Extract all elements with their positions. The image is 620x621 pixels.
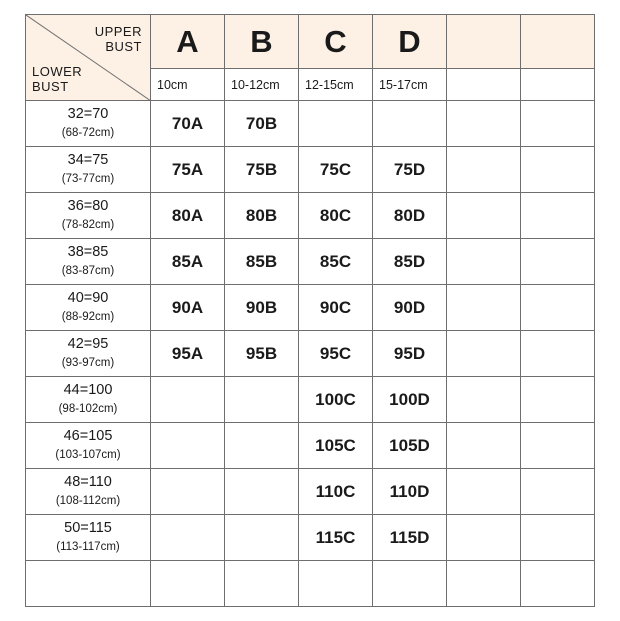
size-cell xyxy=(521,101,595,147)
size-row xyxy=(26,423,595,469)
size-cell xyxy=(447,515,521,561)
band-size-label: 42=95 xyxy=(67,335,109,352)
band-size-label: 34=75 xyxy=(67,151,109,168)
cup-range-empty xyxy=(447,69,521,101)
cup-header-a: A xyxy=(151,15,225,69)
cup-range-b: 10-12cm xyxy=(225,69,299,101)
size-cell xyxy=(225,561,299,607)
size-cell: 90B xyxy=(225,285,299,331)
size-row xyxy=(26,377,595,423)
lower-bust-label xyxy=(32,64,82,94)
band-size-cell xyxy=(26,147,151,193)
size-cell xyxy=(447,469,521,515)
size-cell xyxy=(521,285,595,331)
band-size-range: (83-87cm) xyxy=(61,264,115,277)
cup-header-b: B xyxy=(225,15,299,69)
size-cell: 100D xyxy=(373,377,447,423)
size-cell: 95C xyxy=(299,331,373,377)
size-cell xyxy=(151,515,225,561)
size-cell xyxy=(225,377,299,423)
size-cell: 90D xyxy=(373,285,447,331)
size-cell: 105C xyxy=(299,423,373,469)
size-cell: 85A xyxy=(151,239,225,285)
band-size-range: (113-117cm) xyxy=(56,540,120,553)
band-size-label: 50=115 xyxy=(64,519,112,536)
size-cell xyxy=(299,561,373,607)
size-cell: 75B xyxy=(225,147,299,193)
band-size-range: (98-102cm) xyxy=(58,402,118,415)
size-cell xyxy=(521,423,595,469)
corner-header xyxy=(26,15,151,101)
band-size-cell xyxy=(26,285,151,331)
size-row xyxy=(26,147,595,193)
band-size-range: (103-107cm) xyxy=(55,448,121,461)
band-size-cell xyxy=(26,101,151,147)
size-cell xyxy=(151,469,225,515)
band-size-range: (108-112cm) xyxy=(55,494,121,507)
band-size-cell xyxy=(26,331,151,377)
size-cell xyxy=(447,285,521,331)
size-cell xyxy=(447,561,521,607)
cup-range-empty xyxy=(521,69,595,101)
size-row xyxy=(26,469,595,515)
size-cell xyxy=(225,515,299,561)
cup-range-d: 15-17cm xyxy=(373,69,447,101)
band-size-cell xyxy=(26,423,151,469)
size-cell xyxy=(225,423,299,469)
size-cell xyxy=(299,101,373,147)
bra-size-chart xyxy=(25,14,595,607)
band-size-label: 36=80 xyxy=(67,197,109,214)
size-cell: 80A xyxy=(151,193,225,239)
size-cell xyxy=(225,469,299,515)
size-cell: 80B xyxy=(225,193,299,239)
size-cell: 115C xyxy=(299,515,373,561)
band-size-label: 32=70 xyxy=(67,105,109,122)
size-cell: 85C xyxy=(299,239,373,285)
size-cell xyxy=(151,561,225,607)
size-cell xyxy=(521,469,595,515)
size-cell: 80C xyxy=(299,193,373,239)
band-size-range: (68-72cm) xyxy=(61,126,115,139)
size-cell xyxy=(521,193,595,239)
band-size-label: 48=110 xyxy=(64,473,112,490)
lower-bust-label-line1: LOWER xyxy=(32,64,83,79)
band-size-cell xyxy=(26,515,151,561)
size-row xyxy=(26,561,595,607)
cup-header-empty xyxy=(521,15,595,69)
size-cell: 75C xyxy=(299,147,373,193)
band-size-label: 38=85 xyxy=(67,243,109,260)
size-cell xyxy=(447,377,521,423)
size-cell: 95D xyxy=(373,331,447,377)
size-cell xyxy=(151,377,225,423)
size-cell: 105D xyxy=(373,423,447,469)
band-size-cell xyxy=(26,469,151,515)
size-cell: 85D xyxy=(373,239,447,285)
size-cell: 80D xyxy=(373,193,447,239)
size-cell: 70B xyxy=(225,101,299,147)
size-rows xyxy=(26,101,595,607)
size-cell: 90C xyxy=(299,285,373,331)
size-row xyxy=(26,193,595,239)
band-size-cell xyxy=(26,193,151,239)
size-row xyxy=(26,239,595,285)
size-row xyxy=(26,331,595,377)
band-size-range: (78-82cm) xyxy=(61,218,115,231)
cup-header-empty xyxy=(447,15,521,69)
band-size-range: (88-92cm) xyxy=(61,310,115,323)
cup-header-row xyxy=(26,15,595,69)
size-cell xyxy=(373,561,447,607)
size-cell: 110C xyxy=(299,469,373,515)
size-row xyxy=(26,285,595,331)
size-cell xyxy=(521,515,595,561)
size-cell xyxy=(447,101,521,147)
size-cell xyxy=(447,239,521,285)
size-cell xyxy=(521,239,595,285)
upper-bust-label-line1: UPPER xyxy=(94,24,142,39)
band-size-range: (73-77cm) xyxy=(61,172,115,185)
cup-range-c: 12-15cm xyxy=(299,69,373,101)
size-cell: 110D xyxy=(373,469,447,515)
size-cell xyxy=(447,331,521,377)
lower-bust-label-line2: BUST xyxy=(32,79,69,94)
size-cell xyxy=(521,331,595,377)
band-size-cell xyxy=(26,377,151,423)
size-cell: 70A xyxy=(151,101,225,147)
size-cell xyxy=(151,423,225,469)
band-size-label: 40=90 xyxy=(67,289,109,306)
size-cell: 95B xyxy=(225,331,299,377)
band-size-label: 46=105 xyxy=(63,427,113,444)
size-cell: 75A xyxy=(151,147,225,193)
band-size-cell xyxy=(26,561,151,607)
size-cell: 90A xyxy=(151,285,225,331)
size-cell xyxy=(521,377,595,423)
size-cell xyxy=(521,561,595,607)
size-cell: 85B xyxy=(225,239,299,285)
size-row xyxy=(26,515,595,561)
band-size-range: (93-97cm) xyxy=(61,356,115,369)
size-cell: 115D xyxy=(373,515,447,561)
band-size-cell xyxy=(26,239,151,285)
upper-bust-label xyxy=(95,24,142,54)
size-cell xyxy=(447,193,521,239)
size-cell xyxy=(447,423,521,469)
cup-range-a: 10cm xyxy=(151,69,225,101)
cup-header-c: C xyxy=(299,15,373,69)
size-cell xyxy=(373,101,447,147)
size-row xyxy=(26,101,595,147)
size-cell xyxy=(521,147,595,193)
size-cell: 95A xyxy=(151,331,225,377)
size-cell: 75D xyxy=(373,147,447,193)
cup-header-d: D xyxy=(373,15,447,69)
upper-bust-label-line2: BUST xyxy=(105,39,142,54)
size-cell: 100C xyxy=(299,377,373,423)
band-size-label: 44=100 xyxy=(63,381,113,398)
size-cell xyxy=(447,147,521,193)
